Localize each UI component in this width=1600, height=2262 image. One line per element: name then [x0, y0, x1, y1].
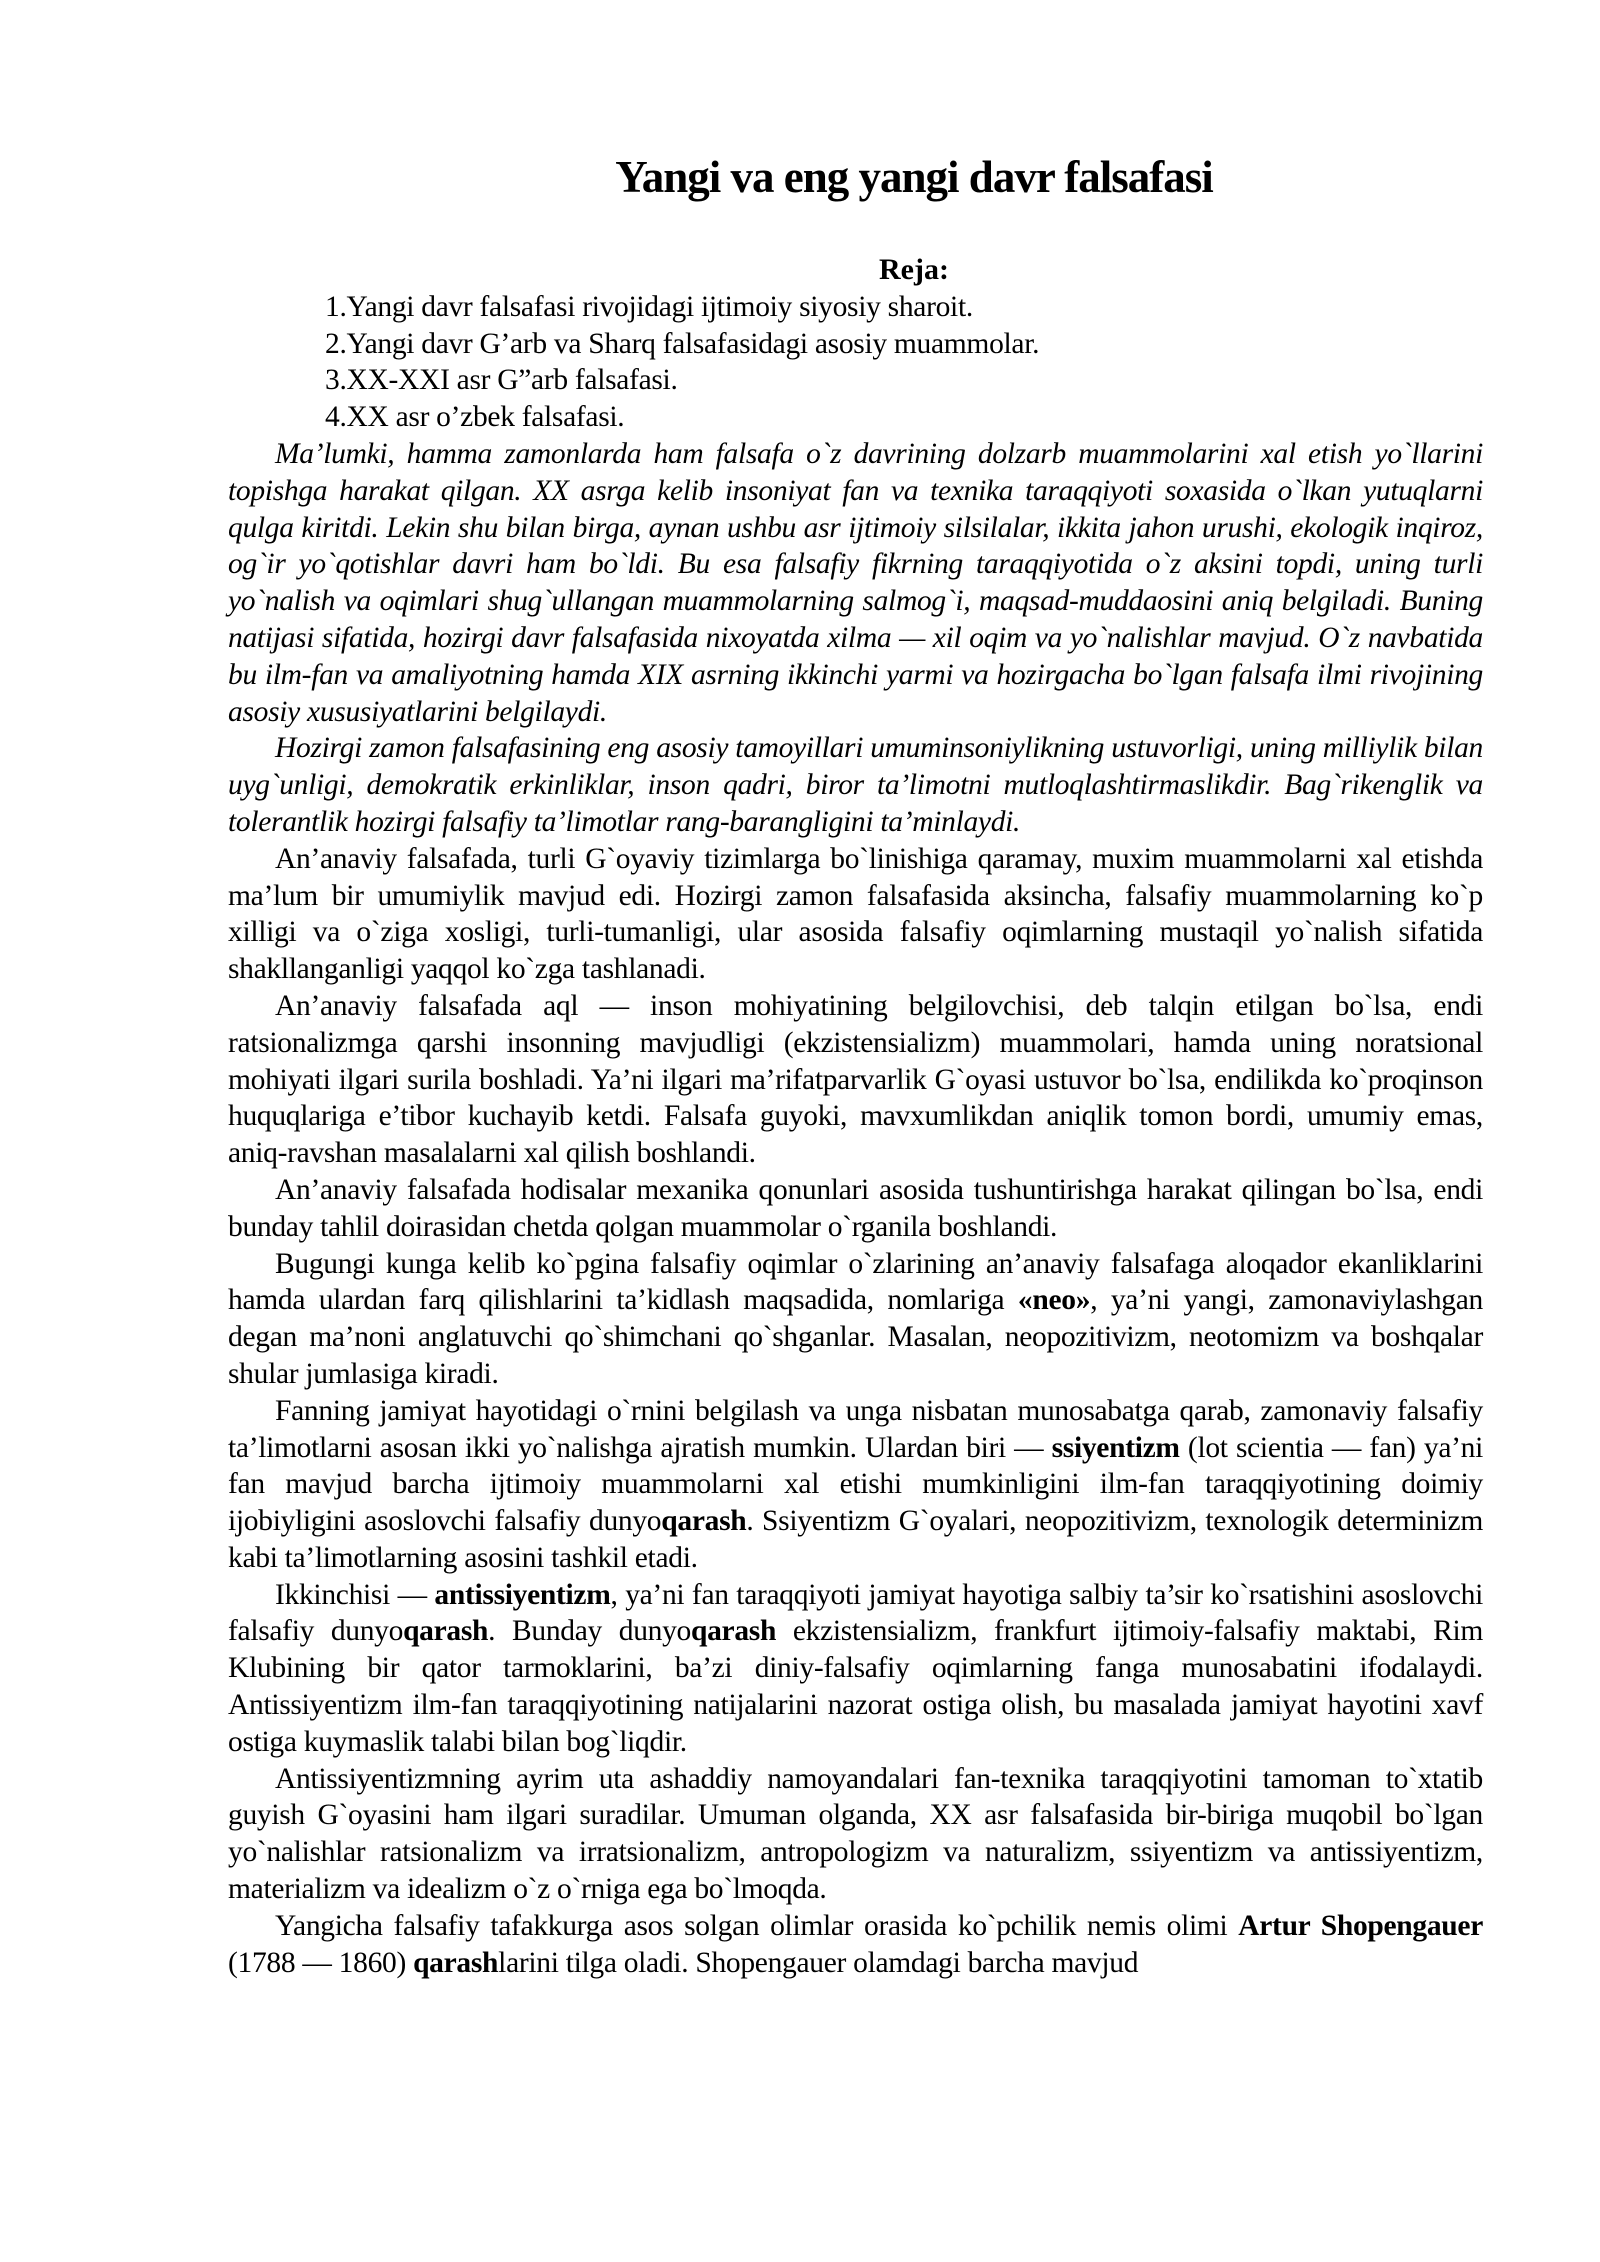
text-run: (lot scientia — fan) ya’ni fan mavjud barcha ijtimoiy muammolarni xal etishi mumkinligini ilm-fan taraqqiyotining doimiy ijobiyligini asoslovchi falsafiy dunyo [228, 1431, 1483, 1538]
bold-text-run: antissiyentizm [434, 1578, 611, 1611]
text-run: An’anaviy falsafada hodisalar mexanika qonunlari asosida tushuntirishga harakat qilingan bo`lsa, endi bunday tahlil doirasidan chetda qolgan muammolar o`rganila boshlandi. [228, 1173, 1483, 1243]
text-run: (1788 — 1860) [228, 1946, 414, 1979]
text-run: larini tilga oladi. Shopengauer olamdagi barcha mavjud [498, 1946, 1139, 1979]
plan-item: 1.Yangi davr falsafasi rivojidagi ijtimoiy siyosiy sharoit. [325, 290, 973, 323]
paragraph [228, 1761, 1483, 1908]
text-run: An’anaviy falsafada, turli G`oyaviy tizimlarga bo`linishiga qaramay, muxim muammolarni xal etishda ma’lum bir umumiylik mavjud edi. Hozirgi zamon falsafasida aksincha, falsafiy muammolarning ko`p xilligi va o`ziga xosligi, turli-tumanligi, ular asosida falsafiy oqimlarning mustaqil yo`nalish sifatida shakllanganligi yaqqol ko`zga tashlanadi. [228, 842, 1483, 986]
paragraph [228, 436, 1483, 730]
text-run: Antissiyentizmning ayrim uta ashaddiy namoyandalari fan-texnika taraqqiyotini tamoman to`xtatib guyish G`oyasini ham ilgari suradilar. Umuman olganda, XX asr falsafasida bir-biriga muqobil bo`lgan yo`nalishlar ratsionalizm va irratsionalizm, antropologizm va naturalizm, ssiyentizm va antissiyentizm, materializm va idealizm o`z o`rniga ega bo`lmoqda. [228, 1762, 1483, 1906]
plan-item: 3.XX-XXI asr G”arb falsafasi. [325, 364, 678, 397]
document-body [228, 436, 1483, 1981]
bold-text-run: ssiyentizm [1051, 1431, 1180, 1464]
bold-text-run: qarash [661, 1505, 747, 1538]
paragraph [228, 1577, 1483, 1761]
paragraph [228, 988, 1483, 1172]
text-run: Bugungi kunga kelib ko`pgina falsafiy oqimlar o`zlarining an’anaviy falsafaga aloqador ekanliklarini hamda ulardan farq qilishlarini ta’kidlash maqsadida, nomlariga [228, 1247, 1483, 1317]
plan-heading: Reja: [879, 253, 949, 286]
text-run: An’anaviy falsafada aql — inson mohiyatining belgilovchisi, deb talqin etilgan bo`lsa, endi ratsionalizmga qarshi insonning mavjudligi (ekzistensializm) muammolari, hamda uning noratsional mohiyati ilgari surila boshladi. Ya’ni ilgari ma’rifatparvarlik G`oyasi ustuvor bo`lsa, endilikda ko`proqinson huquqlariga e’tibor kuchayib ketdi. Falsafa guyoki, mavxumlikdan aniqlik tomon bordi, umumiy emas, aniq-ravshan masalalarni xal qilish boshlandi. [228, 989, 1483, 1170]
text-run: Fanning jamiyat hayotidagi o`rnini belgilash va unga nisbatan munosabatga qarab, zamonaviy falsafiy ta’limotlarni asosan ikki yo`nalishga ajratish mumkin. Ulardan biri — [228, 1394, 1483, 1464]
text-run: . Ssiyentizm G`oyalari, neopozitivizm, texnologik determinizm kabi ta’limotlarning asosini tashkil etadi. [228, 1505, 1483, 1574]
text-run: , ya’ni yangi, zamonaviylashgan degan ma’noni anglatuvchi qo`shimchani qo`shganlar. Masalan, neopozitivizm, neotomizm va boshqalar shular jumlasiga kiradi. [228, 1284, 1484, 1390]
text-run: Ikkinchisi — [275, 1578, 435, 1611]
document-title: Yangi va eng yangi davr falsafasi [615, 152, 1213, 202]
plan-item: 2.Yangi davr G’arb va Sharq falsafasidagi asosiy muammolar. [325, 327, 1040, 360]
text-run: , ya’ni fan taraqqiyoti jamiyat hayotiga salbiy ta’sir ko`rsatishini asoslovchi falsafiy dunyo [228, 1578, 1483, 1648]
text-run: . Bunday dunyo [488, 1615, 691, 1648]
paragraph [228, 1393, 1483, 1577]
paragraph [228, 1246, 1483, 1393]
bold-text-run: Artur Shopengauer [1238, 1909, 1483, 1942]
plan-list [228, 289, 1483, 436]
bold-text-run: qarash [413, 1946, 499, 1979]
text-run: ekzistensializm, frankfurt ijtimoiy-falsafiy maktabi, Rim Klubining bir qator tarmoklarini, ba’zi diniy-falsafiy oqimlarning fanga munosabatini ifodalaydi. Antissiyentizm ilm-fan taraqqiyotining natijalarini nazorat ostiga olish, bu masalada jamiyat hayotini xavf ostiga kuymaslik talabi bilan bog`liqdir. [228, 1615, 1483, 1758]
paragraph [228, 1908, 1483, 1982]
paragraph [228, 841, 1483, 988]
plan-item: 4.XX asr o’zbek falsafasi. [325, 401, 625, 434]
text-run: Hozirgi zamon falsafasining eng asosiy tamoyillari umuminsoniylikning ustuvorligi, uning milliylik bilan uyg`unligi, demokratik erkinliklar, inson qadri, biror ta’limotni mutloqlashtirmaslikdir. Bag`rikenglik va tolerantlik hozirgi falsafiy ta’limotlar rang-barangligini ta’minlaydi. [228, 732, 1483, 838]
paragraph [228, 730, 1483, 840]
bold-text-run: qarash [691, 1615, 777, 1648]
bold-text-run: «neo» [1017, 1284, 1091, 1317]
text-run: Ma’lumki, hamma zamonlarda ham falsafa o`z davrining dolzarb muammolarini xal etish yo`llarini topishga harakat qilgan. XX asrga kelib insoniyat fan va texnika taraqqiyoti soxasida o`lkan yutuqlarni qulga kiritdi. Lekin shu bilan birga, aynan ushbu asr ijtimoiy silsilalar, ikkita jahon urushi, ekologik inqiroz, og`ir yo`qotishlar davri ham bo`ldi. Bu esa falsafiy fikrning taraqqiyotida o`z aksini topdi, uning turli yo`nalish va oqimlari shug`ullangan muammolarning salmog`i, maqsad-muddaosini aniq belgiladi. Buning natijasi sifatida, hozirgi davr falsafasida nixoyatda xilma — xil oqim va yo`nalishlar mavjud. O`z navbatida bu ilm-fan va amaliyotning hamda XIX asrning ikkinchi yarmi va hozirgacha bo`lgan falsafa ilmi rivojining asosiy xususiyatlarini belgilaydi. [228, 437, 1483, 728]
paragraph [228, 1172, 1483, 1246]
bold-text-run: qarash [403, 1615, 489, 1648]
text-run: Yangicha falsafiy tafakkurga asos solgan olimlar orasida ko`pchilik nemis olimi [275, 1909, 1239, 1942]
